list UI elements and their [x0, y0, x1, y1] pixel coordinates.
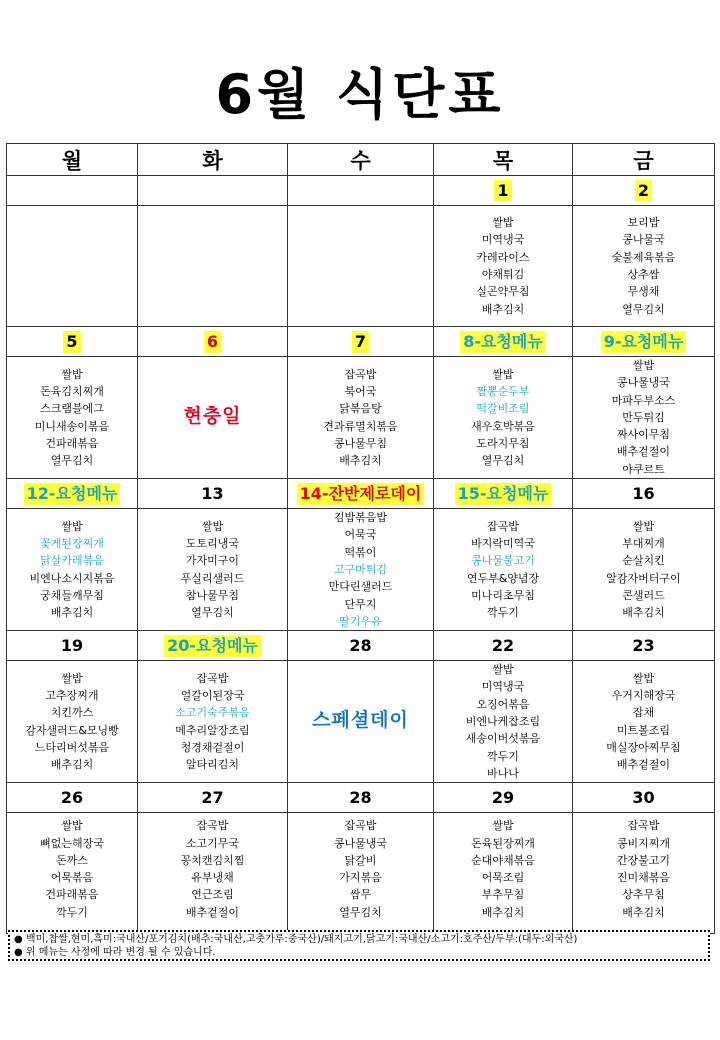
date-label: 26 [60, 787, 84, 807]
menu-item: 얼갈이된장국 [180, 689, 245, 703]
weekday-header-row [7, 144, 715, 176]
menu-item: 콩나물무침 [333, 436, 388, 450]
menu-item: 간장불고기 [616, 853, 671, 867]
date-cell [288, 783, 434, 813]
menu-item: 연두부&양념장 [466, 571, 540, 585]
date-cell [434, 176, 573, 206]
menu-item: 배추김치 [339, 454, 382, 468]
menu-item: 열무김치 [339, 905, 382, 919]
menu-item: 오징어볶음 [476, 697, 530, 711]
menu-item: 열무김치 [191, 606, 234, 620]
menu-item: 쌀밥 [61, 819, 83, 833]
date-row [7, 631, 715, 661]
menu-item: 깍두기 [56, 905, 88, 919]
menu-item: 콩나물냉국 [333, 836, 388, 850]
menu-item: 소고기숙주볶음 [175, 706, 250, 720]
menu-item: 잡곡밥 [196, 819, 229, 833]
date-label: 2 [635, 180, 652, 202]
menu-item: 알감자버터구이 [606, 571, 681, 585]
date-cell [7, 176, 138, 206]
origin-notice: ● 백미,찹쌀,현미,흑미:국내산/포기김치(배추:국내산,고춧가루:중국산)/돼지고기,닭고기:국내산/소고기:호주산/두부:(대두:외국산) [14, 934, 578, 945]
menu-item: 쌀밥 [492, 367, 514, 381]
menu-item: 배추김치 [481, 905, 525, 919]
menu-item: 유부냉채 [191, 871, 234, 885]
menu-item: 쌀밥 [492, 663, 514, 677]
menu-cell [573, 206, 715, 327]
menu-item: 북어국 [344, 384, 377, 398]
menu-item: 잡곡밥 [344, 819, 377, 833]
menu-item: 잡채 [632, 706, 655, 720]
menu-item: 마파두부소스 [611, 393, 676, 407]
date-label: 6 [204, 331, 221, 353]
date-label: 5 [63, 331, 80, 353]
date-cell [7, 631, 138, 661]
menu-item: 소고기무국 [185, 836, 240, 850]
date-row [7, 479, 715, 509]
menu-item: 배추김치 [50, 606, 94, 620]
menu-cell [138, 661, 288, 783]
menu-item: 도라지무침 [476, 436, 530, 450]
menu-item: 떡갈비조림 [476, 402, 530, 416]
date-label: 20-요청메뉴 [164, 635, 261, 657]
menu-item: 고구마튀김 [333, 562, 388, 576]
menu-item: 카레라이스 [476, 250, 530, 264]
menu-item: 메추리알장조림 [175, 723, 250, 737]
menu-cell [434, 206, 573, 327]
special-day-label: 스페셜데이 [312, 709, 409, 732]
menu-item: 쌀밥 [61, 519, 83, 533]
menu-item: 어묵국 [344, 528, 377, 542]
menu-item: 보리밥 [627, 216, 660, 230]
menu-cell [288, 206, 434, 327]
menu-row [7, 813, 715, 934]
date-cell [434, 631, 573, 661]
menu-item: 새우호박볶음 [471, 419, 535, 433]
menu-item: 미역냉국 [481, 680, 525, 694]
weekday-fri: 금 [573, 144, 715, 176]
menu-item: 진미채볶음 [616, 871, 671, 885]
menu-cell [434, 813, 573, 934]
menu-item: 스크램블에그 [40, 402, 104, 416]
menu-item: 짬뽕순두부 [476, 384, 530, 398]
menu-item: 바나나 [487, 766, 519, 780]
menu-item: 연근조림 [191, 888, 234, 902]
menu-item: 부대찌개 [622, 537, 665, 551]
date-row [7, 327, 715, 357]
page-title: 6월 식단표 [215, 63, 505, 126]
menu-item: 잡곡밥 [344, 367, 377, 381]
date-label: 8-요청메뉴 [460, 331, 546, 353]
menu-item: 청경채겉절이 [180, 740, 245, 754]
date-label: 28 [349, 787, 372, 807]
menu-item: 미나리초무침 [471, 588, 535, 602]
menu-row [7, 357, 715, 479]
menu-item: 돈육된장찌개 [471, 836, 535, 850]
menu-item: 돈육김치찌개 [40, 384, 104, 398]
date-label: 16 [632, 483, 655, 503]
menu-item: 쌀밥 [632, 359, 655, 372]
menu-item: 도토리냉국 [185, 537, 240, 551]
menu-cell [138, 509, 288, 631]
menu-item: 푸실리샐러드 [180, 571, 245, 585]
menu-item: 미트볼조림 [616, 723, 671, 737]
menu-item: 가지볶음 [339, 871, 382, 885]
menu-item: 미역냉국 [481, 233, 525, 247]
menu-item: 비엔나케찹조림 [465, 715, 541, 729]
menu-cell [7, 661, 138, 783]
menu-row [7, 509, 715, 631]
menu-item: 어묵볶음 [50, 871, 94, 885]
menu-cell [434, 661, 573, 783]
date-cell [138, 327, 288, 357]
date-row [7, 176, 715, 206]
date-label: 22 [491, 635, 515, 655]
menu-item: 꽃게된장찌개 [40, 537, 104, 551]
menu-item: 배추겉절이 [185, 905, 240, 919]
menu-item: 만두튀김 [622, 410, 665, 424]
menu-item: 열무김치 [481, 454, 525, 468]
menu-item: 떡볶이 [344, 545, 377, 559]
menu-item: 무생채 [627, 285, 660, 299]
menu-cell [138, 357, 288, 479]
menu-item: 새송이버섯볶음 [465, 732, 541, 746]
menu-item: 잡곡밥 [196, 671, 229, 685]
menu-item: 열무김치 [50, 454, 94, 468]
menu-item: 알타리김치 [185, 758, 240, 772]
menu-cell [138, 206, 288, 327]
menu-item: 고추장찌개 [45, 689, 99, 703]
menu-item: 닭볶음탕 [339, 402, 382, 416]
menu-item: 배추김치 [622, 905, 665, 919]
menu-row [7, 206, 715, 327]
menu-cell [573, 509, 715, 631]
menu-item: 바지락미역국 [471, 537, 535, 551]
date-cell [138, 479, 288, 509]
menu-item: 상추쌈 [627, 268, 660, 281]
menu-cell [434, 357, 573, 479]
date-cell [573, 479, 715, 509]
menu-item: 콩나물냉국 [616, 376, 671, 390]
date-cell [288, 327, 434, 357]
date-cell [573, 783, 715, 813]
date-label: 13 [201, 483, 224, 503]
menu-item: 매실장아찌무침 [606, 740, 681, 754]
date-label: 23 [632, 635, 655, 655]
menu-item: 쌀밥 [492, 819, 514, 833]
date-cell [138, 631, 288, 661]
menu-cell [7, 813, 138, 934]
menu-item: 느타리버섯볶음 [34, 740, 110, 754]
date-cell [7, 783, 138, 813]
menu-item: 건파래볶음 [45, 888, 99, 902]
menu-item: 배추김치 [622, 606, 665, 620]
menu-cell [7, 206, 138, 327]
menu-item: 궁채들깨무침 [40, 588, 104, 602]
change-notice: ● 위 메뉴는 사정에 따라 변경 될 수 있습니다. [14, 947, 216, 958]
date-cell [7, 479, 138, 509]
menu-item: 배추김치 [50, 758, 94, 772]
menu-item: 쌀밥 [201, 519, 224, 533]
date-cell [288, 479, 434, 509]
weekday-mon: 월 [7, 144, 138, 176]
date-cell [434, 783, 573, 813]
date-label: 27 [201, 787, 224, 807]
menu-item: 감자샐러드&모닝빵 [25, 723, 119, 737]
date-label: 1 [494, 180, 511, 202]
date-label: 29 [491, 787, 515, 807]
menu-item: 배추겉절이 [616, 445, 671, 459]
weekday-wed: 수 [288, 144, 434, 176]
menu-item: 어묵조림 [481, 871, 525, 885]
menu-cell [288, 813, 434, 934]
menu-item: 김밥볶음밥 [333, 511, 388, 525]
weekday-thu: 목 [434, 144, 573, 176]
menu-item: 꽁치캔김치찜 [180, 853, 245, 867]
date-label: 14-잔반제로데이 [297, 483, 425, 505]
menu-item: 실곤약무침 [476, 285, 530, 299]
date-label: 12-요청메뉴 [24, 483, 121, 505]
date-row [7, 783, 715, 813]
date-label: 30 [632, 787, 655, 807]
menu-item: 잡곡밥 [487, 519, 519, 533]
menu-item: 단무지 [344, 597, 377, 611]
date-label: 7 [352, 331, 369, 353]
menu-item: 순대야채볶음 [471, 853, 535, 867]
menu-item: 쌀밥 [61, 671, 83, 685]
date-cell [434, 327, 573, 357]
date-label: 9-요청메뉴 [601, 331, 687, 353]
menu-item: 참나물무침 [185, 588, 240, 602]
menu-item: 배추겉절이 [616, 758, 671, 772]
menu-item: 배추김치 [481, 302, 525, 316]
menu-item: 콘샐러드 [622, 588, 665, 602]
menu-item: 건파래볶음 [45, 436, 99, 450]
date-cell [7, 327, 138, 357]
menu-cell [7, 509, 138, 631]
date-cell [573, 327, 715, 357]
menu-item: 숯불제육볶음 [611, 250, 676, 264]
menu-cell [288, 661, 434, 783]
menu-calendar-table [6, 143, 715, 934]
menu-cell [573, 813, 715, 934]
menu-item: 깍두기 [487, 749, 519, 763]
menu-item: 콩비지찌개 [616, 836, 671, 850]
menu-item: 야쿠르트 [622, 462, 665, 476]
menu-item: 쌈무 [349, 888, 372, 902]
menu-item: 닭갈비 [344, 853, 377, 867]
menu-item: 돈까스 [56, 853, 88, 867]
menu-item: 비엔나소시지볶음 [29, 571, 115, 585]
date-label: 28 [349, 635, 372, 655]
menu-item: 미니새송이볶음 [34, 419, 110, 433]
menu-item: 만다린샐러드 [328, 580, 393, 594]
menu-row [7, 661, 715, 783]
date-cell [573, 176, 715, 206]
menu-item: 쌀밥 [632, 671, 655, 685]
weekday-tue: 화 [138, 144, 288, 176]
date-cell [573, 631, 715, 661]
menu-item: 상추무침 [622, 888, 665, 902]
menu-item: 잡곡밥 [627, 819, 660, 833]
menu-cell [288, 509, 434, 631]
date-label: 19 [60, 635, 84, 655]
menu-cell [138, 813, 288, 934]
menu-item: 콩나물국 [622, 233, 665, 247]
menu-cell [573, 661, 715, 783]
date-cell [138, 176, 288, 206]
menu-item: 깍두기 [487, 606, 519, 620]
menu-cell [573, 357, 715, 479]
menu-item: 가자미구이 [185, 554, 240, 568]
menu-cell [434, 509, 573, 631]
menu-item: 견과류멸치볶음 [323, 419, 398, 433]
origin-notice-box [8, 930, 710, 961]
menu-item: 쌀밥 [632, 519, 655, 533]
date-cell [434, 479, 573, 509]
menu-item: 콩나물불고기 [471, 554, 535, 568]
menu-item: 치킨까스 [50, 706, 94, 720]
date-cell [288, 176, 434, 206]
special-day-label: 현충일 [183, 404, 242, 427]
menu-item: 딸기우유 [339, 614, 382, 628]
date-cell [138, 783, 288, 813]
menu-cell [288, 357, 434, 479]
menu-item: 닭살카레볶음 [40, 554, 104, 568]
menu-item: 쌀밥 [492, 216, 514, 230]
menu-item: 짜사이무침 [616, 428, 671, 442]
menu-item: 뼈없는해장국 [40, 836, 104, 850]
menu-item: 부추무침 [481, 888, 525, 902]
menu-item: 우거지해장국 [611, 689, 676, 703]
menu-item: 순살치킨 [622, 554, 665, 568]
menu-item: 열무김치 [622, 302, 665, 316]
date-cell [288, 631, 434, 661]
date-label: 15-요청메뉴 [455, 483, 552, 505]
menu-item: 쌀밥 [61, 367, 83, 381]
menu-item: 야채튀김 [481, 268, 525, 281]
menu-cell [7, 357, 138, 479]
